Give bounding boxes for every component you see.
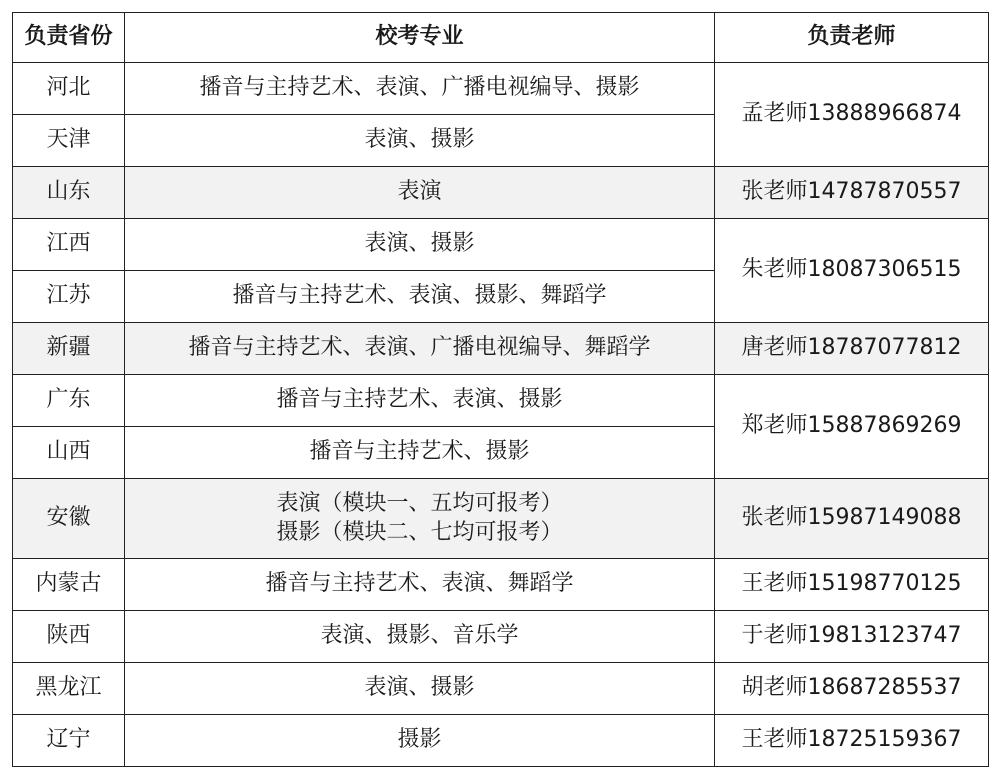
- header-major: 校考专业: [125, 13, 715, 63]
- table-row: [13, 323, 989, 375]
- province-cell: 辽宁: [13, 715, 125, 767]
- major-line: 播音与主持艺术、表演、摄影: [276, 387, 563, 413]
- table-row: [13, 479, 989, 559]
- province-cell: 陕西: [13, 611, 125, 663]
- major-line: 摄影: [397, 727, 442, 753]
- header-teacher: 负责老师: [715, 13, 989, 63]
- province-cell: 内蒙古: [13, 559, 125, 611]
- teacher-cell: 于老师19813123747: [715, 611, 989, 663]
- table-row: [13, 559, 989, 611]
- major-cell: [125, 715, 715, 767]
- province-cell: 江西: [13, 219, 125, 271]
- province-cell: 天津: [13, 115, 125, 167]
- teacher-cell: 王老师18725159367: [715, 715, 989, 767]
- major-cell: [125, 559, 715, 611]
- table-row: [13, 219, 989, 271]
- major-cell: [125, 663, 715, 715]
- table-row: [13, 663, 989, 715]
- major-line: 表演、摄影: [364, 231, 475, 257]
- table-row: [13, 715, 989, 767]
- province-cell: 新疆: [13, 323, 125, 375]
- teacher-cell: 胡老师18687285537: [715, 663, 989, 715]
- major-line: 表演（模块一、五均可报考）: [276, 490, 563, 516]
- province-cell: 黑龙江: [13, 663, 125, 715]
- major-cell: [125, 479, 715, 559]
- header-province: 负责省份: [13, 13, 125, 63]
- teacher-cell: 孟老师13888966874: [715, 63, 989, 167]
- major-line: 表演、摄影: [364, 675, 475, 701]
- major-line: 播音与主持艺术、表演、广播电视编导、摄影: [199, 75, 640, 101]
- table-row: [13, 611, 989, 663]
- major-line: 播音与主持艺术、表演、舞蹈学: [265, 571, 574, 597]
- major-line: 摄影（模块二、七均可报考）: [276, 519, 563, 545]
- major-cell: [125, 375, 715, 427]
- province-cell: 山西: [13, 427, 125, 479]
- major-cell: [125, 167, 715, 219]
- major-line: 播音与主持艺术、表演、广播电视编导、舞蹈学: [188, 335, 651, 361]
- major-cell: [125, 271, 715, 323]
- major-line: 表演、摄影: [364, 127, 475, 153]
- teacher-cell: 郑老师15887869269: [715, 375, 989, 479]
- contact-table: [12, 12, 989, 767]
- province-cell: 广东: [13, 375, 125, 427]
- province-cell: 山东: [13, 167, 125, 219]
- teacher-cell: 张老师15987149088: [715, 479, 989, 559]
- major-line: 表演: [397, 179, 442, 205]
- major-cell: [125, 427, 715, 479]
- province-cell: 江苏: [13, 271, 125, 323]
- major-line: 播音与主持艺术、表演、摄影、舞蹈学: [232, 283, 607, 309]
- province-cell: 安徽: [13, 479, 125, 559]
- major-cell: [125, 63, 715, 115]
- major-cell: [125, 611, 715, 663]
- major-line: 表演、摄影、音乐学: [320, 623, 519, 649]
- table-row: [13, 167, 989, 219]
- teacher-cell: 王老师15198770125: [715, 559, 989, 611]
- major-cell: [125, 219, 715, 271]
- major-line: 播音与主持艺术、摄影: [309, 439, 530, 465]
- table-row: [13, 63, 989, 115]
- province-cell: 河北: [13, 63, 125, 115]
- major-cell: [125, 115, 715, 167]
- major-cell: [125, 323, 715, 375]
- teacher-cell: 唐老师18787077812: [715, 323, 989, 375]
- teacher-cell: 朱老师18087306515: [715, 219, 989, 323]
- header-row: [13, 13, 989, 63]
- table-row: [13, 375, 989, 427]
- teacher-cell: 张老师14787870557: [715, 167, 989, 219]
